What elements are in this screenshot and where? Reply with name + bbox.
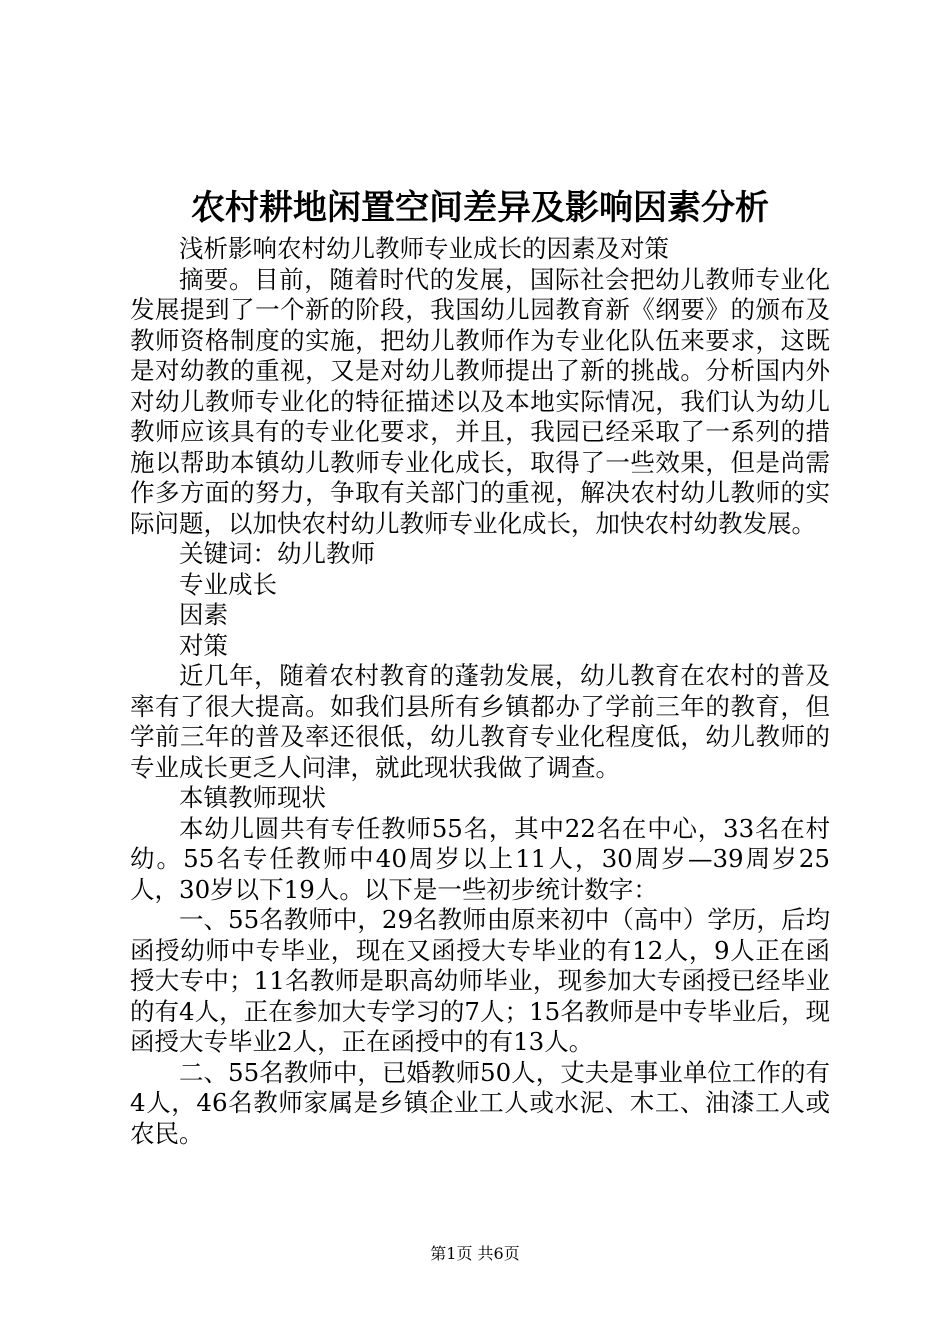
keywords-line: 关键词：幼儿教师 [179,539,375,568]
keyword-item: 对策 [179,630,228,660]
body-paragraph: 二、55名教师中，已婚教师50人，丈夫是事业单位工作的有4人，46名教师家属是乡镇企业工人或水泥、木工、油漆工人或农民。 [130,1057,830,1148]
body-paragraph: 一、55名教师中，29名教师由原来初中（高中）学历，后均函授幼师中专毕业，现在又函授大专毕业的有12人，9人正在函授大专中；11名教师是职高幼师毕业，现参加大专函授已经毕业的有4人，正在参加大专学习的7人；15名教师是中专毕业后，现函授大专毕业2人，正在函授中的有13人。 [130,905,830,1056]
abstract-paragraph: 摘要。目前，随着时代的发展，国际社会把幼儿教师专业化发展提到了一个新的阶段，我国幼儿园教育新《纲要》的颁布及教师资格制度的实施，把幼儿教师作为专业化队伍来要求，这既是对幼教的重视，又是对幼儿教师提出了新的挑战。分析国内外对幼儿教师专业化的特征描述以及本地实际情况，我们认为幼儿教师应该具有的专业化要求，并且，我园已经采取了一系列的措施以帮助本镇幼儿教师专业化成长，取得了一些效果，但是尚需作多方面的努力，争取有关部门的重视，解决农村幼儿教师的实际问题，以加快农村幼儿教师专业化成长，加快农村幼教发展。 [130,264,830,538]
keyword-item: 因素 [179,600,228,629]
article-subtitle: 浅析影响农村幼儿教师专业成长的因素及对策 [179,234,669,263]
body-paragraph: 本幼儿圆共有专任教师55名，其中22名在中心，33名在村幼。55名专任教师中40周岁以上11人，30周岁—39周岁25人，30岁以下19人。以下是一些初步统计数字： [130,813,830,904]
intro-paragraph: 近几年，随着农村教育的蓬勃发展，幼儿教育在农村的普及率有了很大提高。如我们县所有乡镇都办了学前三年的教育，但学前三年的普及率还很低，幼儿教育专业化程度低，幼儿教师的专业成长更乏人问津，就此现状我做了调查。 [130,661,830,782]
page-footer: 第1页 共6页 [430,1244,520,1263]
section-heading: 本镇教师现状 [179,783,326,812]
document-title: 农村耕地闲置空间差异及影响因素分析 [191,188,769,228]
document-body [130,234,830,1149]
keyword-item: 专业成长 [179,569,277,599]
